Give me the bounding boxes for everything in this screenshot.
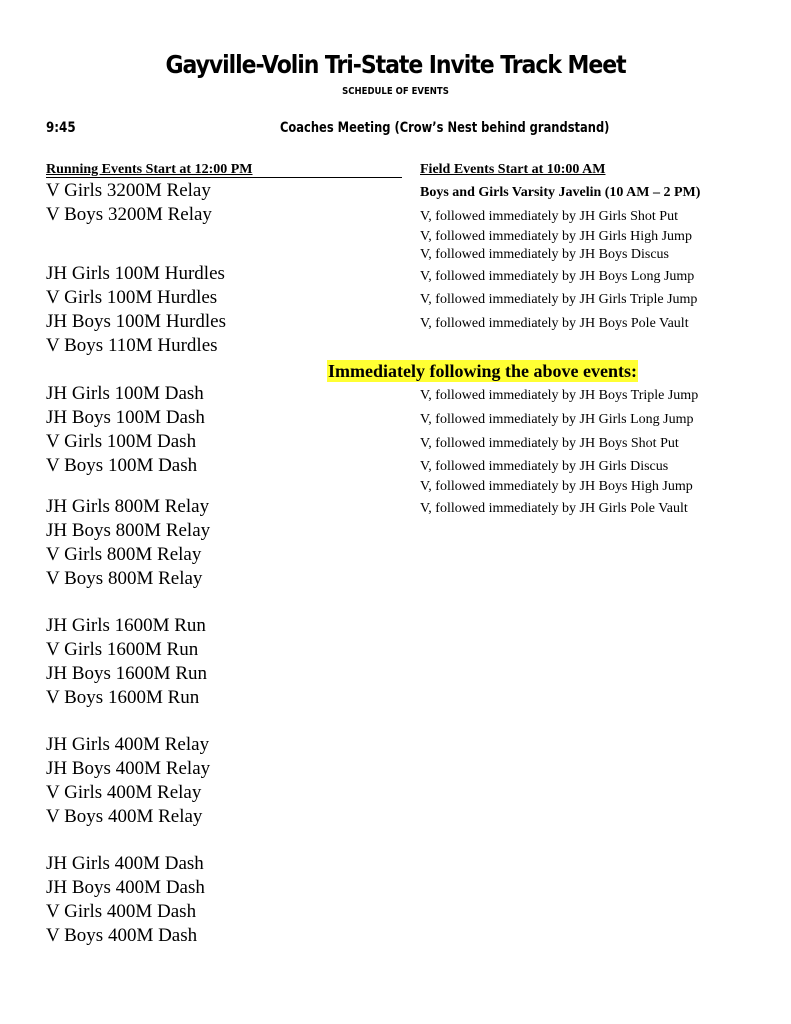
running-event: JH Boys 400M Dash <box>46 877 205 898</box>
field-event: V, followed immediately by JH Boys Triple Jump <box>420 388 699 403</box>
field-event: V, followed immediately by JH Girls Long Jump <box>420 412 694 427</box>
running-event: V Girls 1600M Run <box>46 639 199 660</box>
running-event: JH Boys 400M Relay <box>46 758 211 779</box>
running-event: JH Boys 100M Dash <box>46 407 205 428</box>
running-event: V Boys 100M Dash <box>46 455 198 476</box>
field-event: V, followed immediately by JH Girls Triple Jump <box>420 292 698 307</box>
field-event: V, followed immediately by JH Girls High Jump <box>420 229 692 244</box>
running-event: V Girls 400M Dash <box>46 901 197 922</box>
running-heading-underline <box>46 177 402 178</box>
field-event: V, followed immediately by JH Boys Long Jump <box>420 269 695 284</box>
running-event: V Boys 400M Dash <box>46 925 198 946</box>
coaches-meeting-description: Coaches Meeting (Crow’s Nest behind grandstand) <box>280 120 610 136</box>
field-events-heading: Field Events Start at 10:00 AM <box>420 162 606 177</box>
running-event: V Boys 400M Relay <box>46 806 203 827</box>
field-event: V, followed immediately by JH Boys Shot Put <box>420 436 679 451</box>
running-event: V Boys 1600M Run <box>46 687 200 708</box>
running-event: V Boys 110M Hurdles <box>46 335 218 356</box>
following-events-note: Immediately following the above events: <box>328 361 637 381</box>
running-event: JH Girls 100M Dash <box>46 383 204 404</box>
running-event: V Girls 3200M Relay <box>46 180 211 201</box>
running-event: JH Girls 1600M Run <box>46 615 206 636</box>
field-event: V, followed immediately by JH Boys High Jump <box>420 479 693 494</box>
running-event: V Girls 800M Relay <box>46 544 202 565</box>
running-event: JH Girls 400M Relay <box>46 734 210 755</box>
running-event: V Boys 3200M Relay <box>46 204 212 225</box>
field-event: V, followed immediately by JH Girls Shot Put <box>420 209 678 224</box>
field-event: V, followed immediately by JH Girls Pole Vault <box>420 501 688 516</box>
running-event: JH Boys 100M Hurdles <box>46 311 226 332</box>
running-event: V Boys 800M Relay <box>46 568 203 589</box>
running-event: V Girls 400M Relay <box>46 782 202 803</box>
running-event: JH Girls 100M Hurdles <box>46 263 225 284</box>
running-event: JH Girls 800M Relay <box>46 496 210 517</box>
running-event: V Girls 100M Hurdles <box>46 287 218 308</box>
coaches-meeting-time: 9:45 <box>46 120 76 136</box>
running-event: V Girls 100M Dash <box>46 431 197 452</box>
field-event: V, followed immediately by JH Boys Discus <box>420 247 670 262</box>
javelin-event: Boys and Girls Varsity Javelin (10 AM – 2 PM) <box>420 185 701 200</box>
field-event: V, followed immediately by JH Girls Discus <box>420 459 669 474</box>
page-title: Gayville-Volin Tri-State Invite Track Meet <box>165 50 626 79</box>
running-event: JH Boys 1600M Run <box>46 663 207 684</box>
running-events-heading: Running Events Start at 12:00 PM <box>46 162 253 177</box>
field-event: V, followed immediately by JH Boys Pole Vault <box>420 316 689 331</box>
running-event: JH Boys 800M Relay <box>46 520 211 541</box>
running-event: JH Girls 400M Dash <box>46 853 204 874</box>
page-subtitle: SCHEDULE OF EVENTS <box>342 86 449 97</box>
